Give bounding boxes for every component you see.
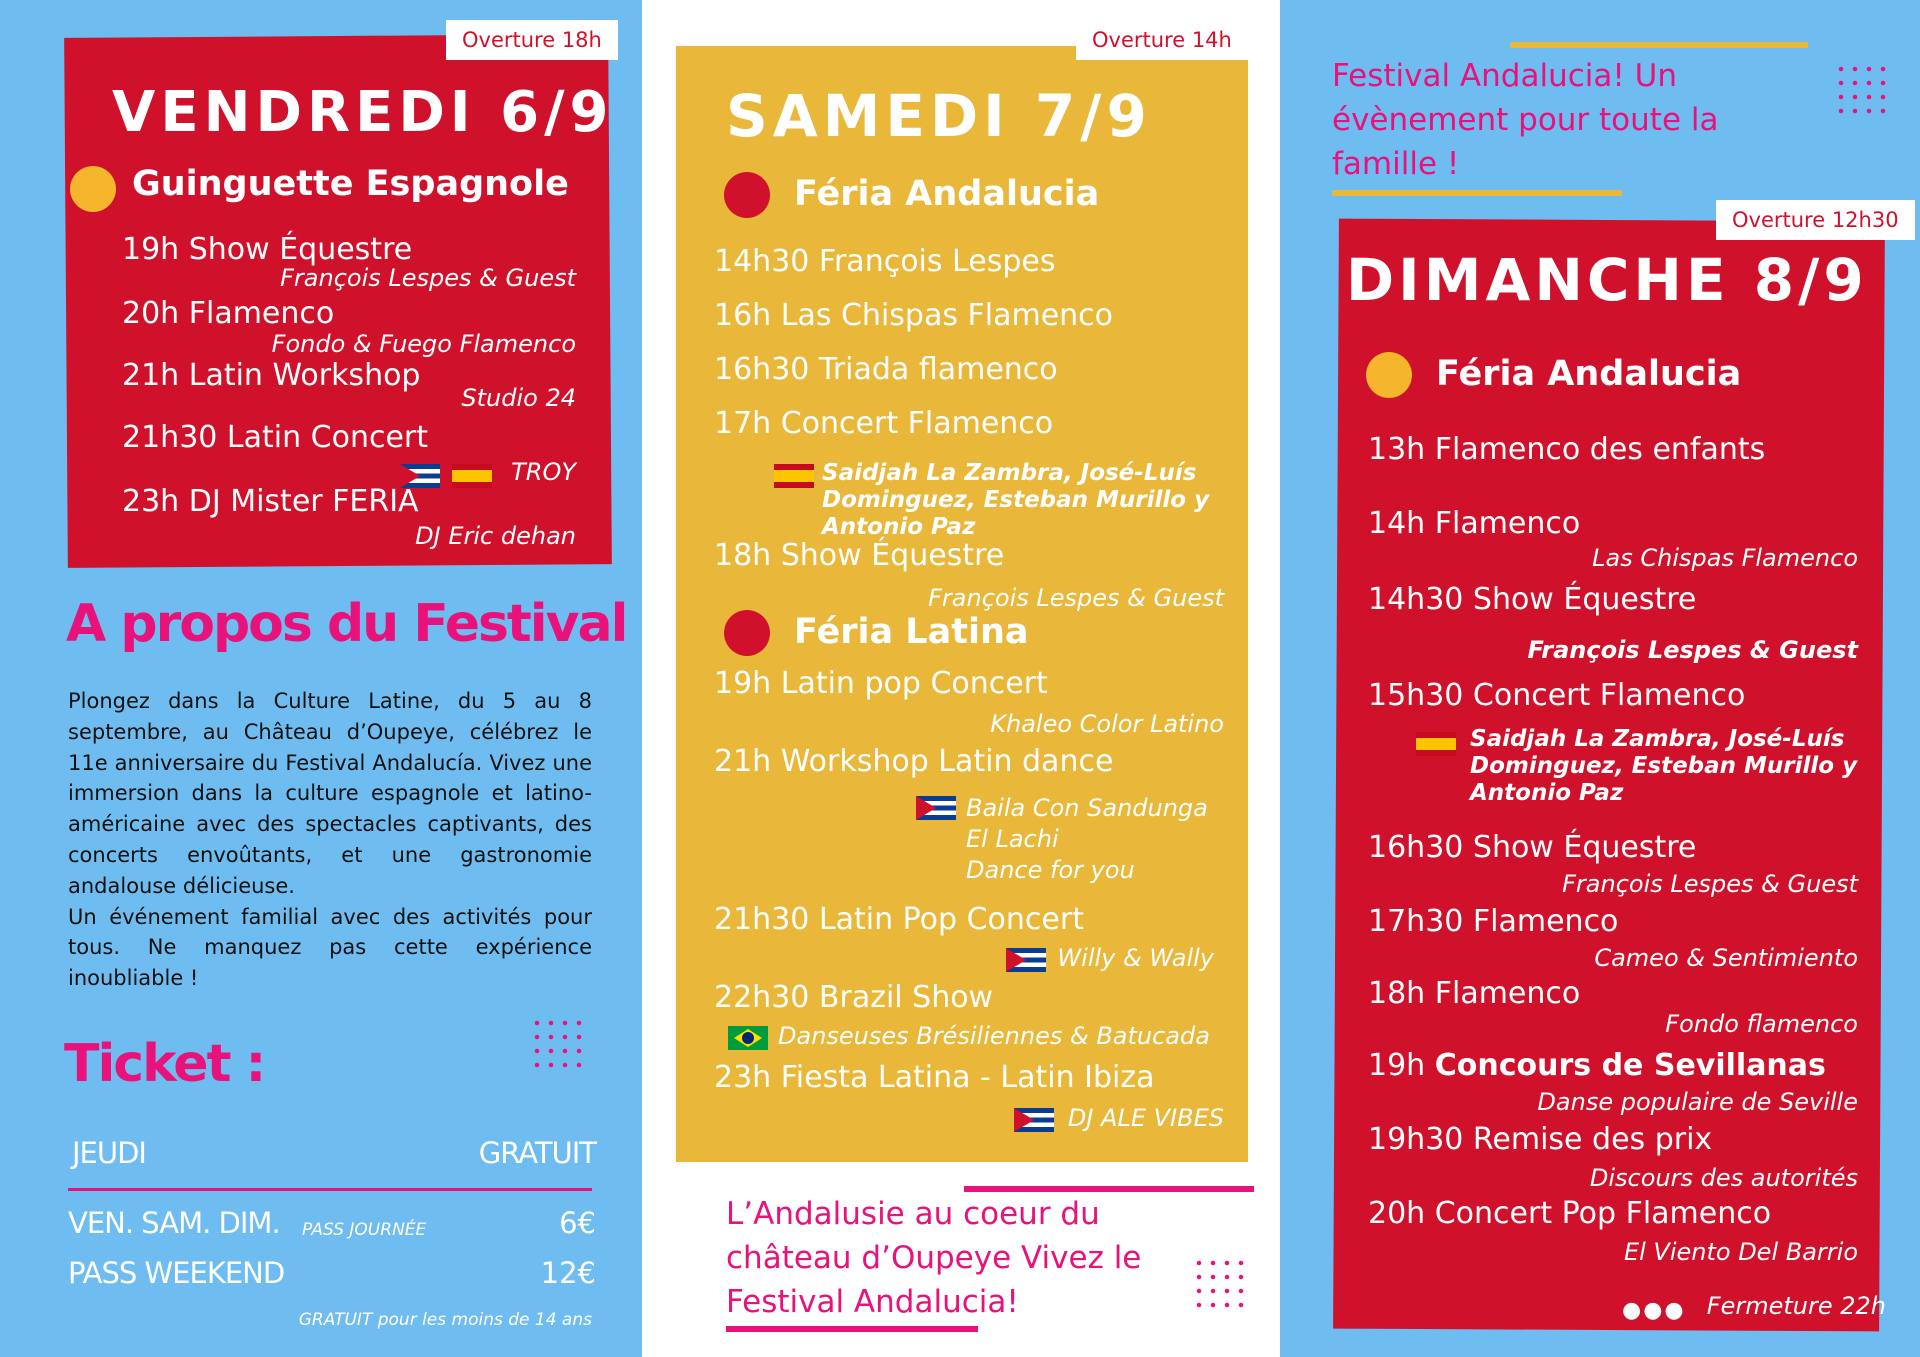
saturday-event-label: 23h Fiesta Latina - Latin Ibiza — [714, 1060, 1155, 1095]
ticket-heading: Ticket : — [64, 1034, 265, 1094]
pink-accent-line — [726, 1326, 978, 1332]
sunday-event-sub: Fondo flamenco — [1665, 1010, 1858, 1038]
sunday-event-sub: François Lespes & Guest — [1527, 636, 1858, 664]
saturday-event-label: 16h Las Chispas Flamenco — [714, 298, 1114, 333]
friday-panel — [0, 0, 642, 1357]
sunday-event-label: 16h30 Show Équestre — [1368, 830, 1697, 865]
ticket-price: 6€ — [559, 1206, 596, 1240]
ticket-day: VEN. SAM. DIM. — [68, 1206, 280, 1240]
sunday-event-label: 19h — [1368, 1048, 1426, 1083]
friday-event-label: 21h30 Latin Concert — [122, 420, 429, 455]
red-dot-icon — [724, 610, 770, 656]
yellow-accent-line — [1332, 190, 1622, 196]
ticket-footnote: GRATUIT pour les moins de 14 ans — [298, 1310, 592, 1330]
cuba-flag-icon — [1014, 1108, 1054, 1132]
friday-event-label: 23h DJ Mister FERIA — [122, 484, 419, 519]
saturday-panel — [642, 0, 1280, 1357]
about-heading: A propos du Festival — [66, 594, 627, 654]
sunday-event-label: 19h30 Remise des prix — [1368, 1122, 1713, 1157]
sunday-event-label: 18h Flamenco — [1368, 976, 1581, 1011]
sunday-event-sub: Cameo & Sentimiento — [1594, 944, 1858, 972]
saturday-title: SAMEDI 7/9 — [726, 82, 1152, 150]
sunday-section: Féria Andalucia — [1436, 354, 1742, 394]
dots-decoration-icon — [530, 1016, 586, 1072]
saturday-section-1: Féria Andalucia — [794, 174, 1100, 214]
cuba-flag-icon — [916, 796, 956, 820]
friday-event-label: 20h Flamenco — [122, 296, 335, 331]
orange-dot-icon — [70, 166, 116, 212]
spain-flag-icon — [1416, 732, 1456, 756]
sunday-event-sub: Discours des autorités — [1589, 1164, 1858, 1192]
ticket-day: PASS WEEKEND — [68, 1256, 285, 1290]
sunday-event-label: 14h Flamenco — [1368, 506, 1581, 541]
friday-event-sub: DJ Eric dehan — [415, 522, 576, 550]
sunday-event-label: 17h30 Flamenco — [1368, 904, 1619, 939]
friday-event-sub: TROY — [511, 458, 576, 486]
saturday-event-label: 14h30 François Lespes — [714, 244, 1056, 279]
sunday-event-sub: El Viento Del Barrio — [1623, 1238, 1858, 1266]
ticket-price: 12€ — [540, 1256, 596, 1290]
saturday-event-sub: DJ ALE VIBES — [1067, 1104, 1224, 1132]
saturday-section-2: Féria Latina — [794, 612, 1029, 652]
sunday-event-artists: Saidjah La Zambra, José-Luís Dominguez, Esteban Murillo y Antonio Paz — [1470, 726, 1858, 806]
friday-event-label: 19h Show Équestre — [122, 232, 413, 267]
about-text: Plongez dans la Culture Latine, du 5 au 8 septembre, au Château d’Oupeye, célébrez le 11e anniversaire du Festival Andalucía. Vivez une immersion dans la culture espagnole et latino-américaine avec des spectacles captivants, des concerts envoûtants, et une gastronomie andalouse délicieuse. Un événement familial avec des activités pour tous. Ne manquez pas cette expérience inoubliable ! — [68, 689, 592, 991]
saturday-event-label: 21h30 Latin Pop Concert — [714, 902, 1084, 937]
saturday-event-label: 22h30 Brazil Show — [714, 980, 994, 1015]
saturday-event-sub: François Lespes & Guest — [928, 584, 1224, 612]
saturday-event-sub: Baila Con Sandunga — [966, 794, 1208, 822]
dots-decoration-icon — [1834, 62, 1890, 118]
brazil-flag-icon — [728, 1026, 768, 1050]
closing-dots-icon: ●●● — [1622, 1298, 1686, 1323]
ticket-day: JEUDI — [72, 1136, 146, 1170]
sunday-event-sub: Danse populaire de Seville — [1537, 1088, 1858, 1116]
red-dot-icon — [724, 172, 770, 218]
sunday-intro: Festival Andalucia! Un évènement pour toute la famille ! — [1332, 58, 1719, 182]
friday-section: Guinguette Espagnole — [132, 164, 569, 204]
saturday-event-sub: Willy & Wally — [1057, 944, 1214, 972]
orange-dot-icon — [1366, 352, 1412, 398]
friday-event-sub: François Lespes & Guest — [280, 264, 576, 292]
sunday-event-label: 14h30 Show Équestre — [1368, 582, 1697, 617]
sunday-event-bold: Concours de Sevillanas — [1434, 1048, 1826, 1083]
sunday-event-label: 20h Concert Pop Flamenco — [1368, 1196, 1772, 1231]
sunday-closing: Fermeture 22h — [1706, 1292, 1886, 1320]
cuba-flag-icon — [1006, 948, 1046, 972]
saturday-opening: Overture 14h — [1076, 20, 1248, 60]
saturday-event-artists: Saidjah La Zambra, José-Luís Dominguez, Esteban Murillo y Antonio Paz — [822, 460, 1210, 540]
spain-flag-icon — [774, 464, 814, 488]
sunday-opening: Overture 12h30 — [1716, 200, 1915, 240]
sunday-event-sub: Las Chispas Flamenco — [1592, 544, 1858, 572]
friday-title: VENDREDI 6/9 — [112, 80, 614, 145]
saturday-event-sub: Danseuses Brésiliennes & Batucada — [778, 1022, 1210, 1050]
friday-opening: Overture 18h — [446, 20, 618, 60]
yellow-accent-line — [1510, 42, 1808, 48]
saturday-event-sub: Dance for you — [966, 856, 1135, 884]
friday-event-sub: Studio 24 — [461, 384, 576, 412]
saturday-event-sub: El Lachi — [966, 825, 1059, 853]
ticket-note: PASS JOURNÉE — [302, 1220, 427, 1240]
sunday-event-sub: François Lespes & Guest — [1562, 870, 1858, 898]
saturday-event-label: 21h Workshop Latin dance — [714, 744, 1114, 779]
sunday-event-label: 15h30 Concert Flamenco — [1368, 678, 1746, 713]
ticket-divider — [68, 1188, 592, 1191]
saturday-event-label: 17h Concert Flamenco — [714, 406, 1054, 441]
dots-decoration-icon — [1192, 1256, 1248, 1312]
saturday-event-label: 18h Show Équestre — [714, 538, 1005, 573]
saturday-event-sub: Khaleo Color Latino — [990, 710, 1224, 738]
friday-event-label: 21h Latin Workshop — [122, 358, 421, 393]
saturday-event-label: 19h Latin pop Concert — [714, 666, 1048, 701]
sunday-title: DIMANCHE 8/9 — [1346, 246, 1868, 314]
sunday-event-label: 13h Flamenco des enfants — [1368, 432, 1766, 467]
saturday-event-label: 16h30 Triada flamenco — [714, 352, 1058, 387]
ticket-price: GRATUIT — [478, 1136, 596, 1170]
saturday-tagline: L’Andalusie au coeur du château d’Oupeye Vivez le Festival Andalucia! — [726, 1196, 1142, 1320]
sunday-event-row — [1368, 1048, 1826, 1083]
spain-flag-icon — [452, 464, 492, 488]
sunday-panel — [1280, 0, 1920, 1357]
friday-event-sub: Fondo & Fuego Flamenco — [271, 330, 576, 358]
